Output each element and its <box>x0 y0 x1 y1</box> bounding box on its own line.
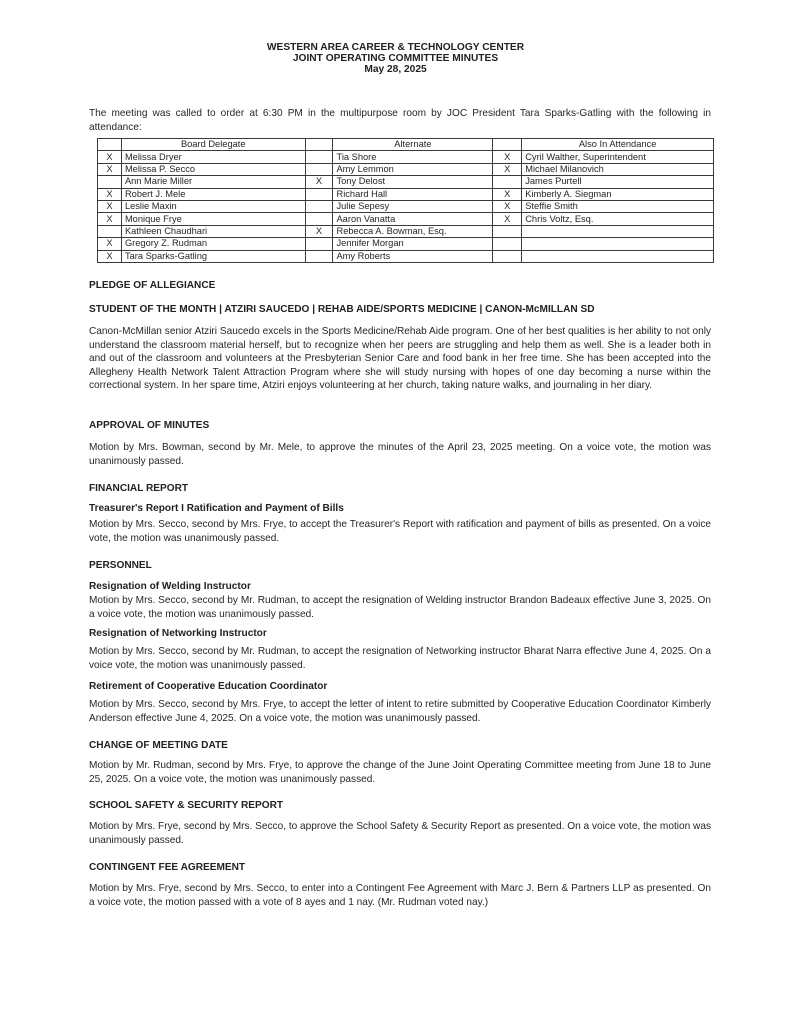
alternate-present-mark <box>305 250 333 262</box>
alternate-name: Tia Shore <box>333 151 493 163</box>
other-attendee-name <box>522 225 714 237</box>
alternate-name: Amy Lemmon <box>333 163 493 175</box>
alternate-present-mark <box>305 213 333 225</box>
other-present-mark: X <box>493 213 522 225</box>
personnel-item-1-subheading: Resignation of Welding Instructor <box>89 581 251 592</box>
attendance-row <box>98 188 714 200</box>
meeting-date: May 28, 2025 <box>364 64 427 75</box>
section-financial-title: FINANCIAL REPORT <box>89 483 189 494</box>
alternate-mark-header <box>305 139 333 151</box>
alternate-name: Rebecca A. Bowman, Esq. <box>333 225 493 237</box>
section-financial-body: Motion by Mrs. Secco, second by Mrs. Frye, to accept the Treasurer's Report with ratification and payment of bills as presented. On a voice vote, the motion was unanimously passed. <box>89 519 711 544</box>
other-present-mark <box>493 238 522 250</box>
personnel-item-2-body: Motion by Mrs. Secco, second by Mr. Rudman, to accept the resignation of Networking instructor Bharat Narra effective June 4, 2025. On a voice vote, the motion was unanimously passed. <box>89 646 711 671</box>
alternate-header: Alternate <box>333 139 493 151</box>
delegate-present-mark: X <box>98 238 122 250</box>
section-minutes-title: APPROVAL OF MINUTES <box>89 420 210 431</box>
alternate-name: Julie Sepesy <box>333 200 493 212</box>
section-meeting-date-title: CHANGE OF MEETING DATE <box>89 740 228 751</box>
document-title: JOINT OPERATING COMMITTEE MINUTES <box>292 53 499 64</box>
alternate-present-mark <box>305 200 333 212</box>
attendance-row <box>98 163 714 175</box>
section-minutes-body: Motion by Mrs. Bowman, second by Mr. Mele, to approve the minutes of the April 23, 2025 meeting. On a voice vote, the motion was unanimously passed. <box>89 442 711 467</box>
delegate-present-mark: X <box>98 151 122 163</box>
delegate-name: Robert J. Mele <box>121 188 305 200</box>
board-delegate-header: Board Delegate <box>121 139 305 151</box>
alternate-name: Aaron Vanatta <box>333 213 493 225</box>
delegate-name: Melissa Dryer <box>121 151 305 163</box>
section-contingent-title: CONTINGENT FEE AGREEMENT <box>89 862 246 873</box>
delegate-name: Kathleen Chaudhari <box>121 225 305 237</box>
delegate-name: Leslie Maxin <box>121 200 305 212</box>
attendance-row <box>98 250 714 262</box>
alternate-name: Jennifer Morgan <box>333 238 493 250</box>
alternate-name: Richard Hall <box>333 188 493 200</box>
alternate-present-mark <box>305 188 333 200</box>
other-attendee-name: Steffie Smith <box>522 200 714 212</box>
personnel-item-3-body: Motion by Mrs. Secco, second by Mrs. Frye, to accept the letter of intent to retire submitted by Cooperative Education Coordinator Kimberly Anderson effective June 4, 2025. On a voice vote, the motion was unanimously passed. <box>89 699 711 724</box>
delegate-name: Tara Sparks-Gatling <box>121 250 305 262</box>
delegate-present-mark <box>98 176 122 188</box>
alternate-present-mark: X <box>305 176 333 188</box>
delegate-present-mark: X <box>98 213 122 225</box>
attendance-row <box>98 200 714 212</box>
personnel-item-2-subheading: Resignation of Networking Instructor <box>89 628 267 639</box>
alternate-present-mark <box>305 163 333 175</box>
attendance-header-row <box>98 139 714 151</box>
other-attendee-name: Kimberly A. Siegman <box>522 188 714 200</box>
other-present-mark <box>493 176 522 188</box>
delegate-name: Melissa P. Secco <box>121 163 305 175</box>
attendance-row <box>98 213 714 225</box>
financial-subheading: Treasurer's Report I Ratification and Payment of Bills <box>89 503 344 514</box>
alternate-present-mark <box>305 238 333 250</box>
alternate-present-mark: X <box>305 225 333 237</box>
delegate-present-mark: X <box>98 188 122 200</box>
alternate-name: Tony Delost <box>333 176 493 188</box>
other-present-mark: X <box>493 188 522 200</box>
other-present-mark: X <box>493 151 522 163</box>
other-attendee-name: Michael Milanovich <box>522 163 714 175</box>
alternate-present-mark <box>305 151 333 163</box>
delegate-present-mark: X <box>98 250 122 262</box>
also-in-attendance-header: Also In Attendance <box>522 139 714 151</box>
attendance-row <box>98 176 714 188</box>
delegate-name: Monique Frye <box>121 213 305 225</box>
other-attendee-name: Chris Voltz, Esq. <box>522 213 714 225</box>
personnel-item-3-subheading: Retirement of Cooperative Education Coordinator <box>89 681 328 692</box>
attendance-row <box>98 225 714 237</box>
section-personnel-title: PERSONNEL <box>89 560 152 571</box>
personnel-item-1-body: Motion by Mrs. Secco, second by Mr. Rudman, to accept the resignation of Welding instructor Brandon Badeaux effective June 3, 2025. On a voice vote, the motion was unanimously passed. <box>89 595 711 620</box>
other-attendee-name <box>522 250 714 262</box>
other-attendee-name: James Purtell <box>522 176 714 188</box>
section-meeting-date-body: Motion by Mr. Rudman, second by Mrs. Frye, to approve the change of the June Joint Operating Committee meeting from June 18 to June 25, 2025. On a voice vote, the motion was unanimously passed. <box>89 760 711 785</box>
delegate-name: Gregory Z. Rudman <box>121 238 305 250</box>
section-safety-body: Motion by Mrs. Frye, second by Mrs. Secco, to approve the School Safety & Security Report as presented. On a voice vote, the motion was unanimously passed. <box>89 821 711 846</box>
delegate-present-mark <box>98 225 122 237</box>
section-pledge-title: PLEDGE OF ALLEGIANCE <box>89 280 216 291</box>
attendance-row <box>98 238 714 250</box>
attendance-row <box>98 151 714 163</box>
section-student-body: Canon-McMillan senior Atziri Saucedo excels in the Sports Medicine/Rehab Aide program. One of her best qualities is her ability to not only understand the classroom material herself, but to recognize when her peers are struggling and help them as well. She is a leader both in and out of the classroom and volunteers at the Presbyterian Senior Care and food bank in her free time. She has been accepted into the Allegheny Health Network Talent Attraction Program where she will study nursing with hopes of one day becoming a nurse within the correctional system. In her spare time, Atziri enjoys volunteering at her church, taking nature walks, and journaling in her diary. <box>89 326 711 392</box>
other-present-mark: X <box>493 163 522 175</box>
intro-paragraph: The meeting was called to order at 6:30 PM in the multipurpose room by JOC President Tara Sparks-Gatling with the following in attendance: <box>89 108 711 133</box>
delegate-mark-header <box>98 139 122 151</box>
other-mark-header <box>493 139 522 151</box>
organization-name: WESTERN AREA CAREER & TECHNOLOGY CENTER <box>266 42 525 53</box>
section-student-title: STUDENT OF THE MONTH | ATZIRI SAUCEDO | REHAB AIDE/SPORTS MEDICINE | CANON-McMILLAN SD <box>89 304 595 315</box>
section-contingent-body: Motion by Mrs. Frye, second by Mrs. Secco, to enter into a Contingent Fee Agreement with Marc J. Bern & Partners LLP as presented. On a voice vote, the motion passed with a vote of 8 ayes and 1 nay. (Mr. Rudman voted nay.) <box>89 883 711 908</box>
other-attendee-name: Cyril Walther, Superintendent <box>522 151 714 163</box>
section-safety-title: SCHOOL SAFETY & SECURITY REPORT <box>89 800 284 811</box>
alternate-name: Amy Roberts <box>333 250 493 262</box>
other-attendee-name <box>522 238 714 250</box>
other-present-mark <box>493 225 522 237</box>
delegate-present-mark: X <box>98 200 122 212</box>
delegate-name: Ann Marie Miller <box>121 176 305 188</box>
other-present-mark <box>493 250 522 262</box>
attendance-table <box>97 138 714 263</box>
delegate-present-mark: X <box>98 163 122 175</box>
other-present-mark: X <box>493 200 522 212</box>
